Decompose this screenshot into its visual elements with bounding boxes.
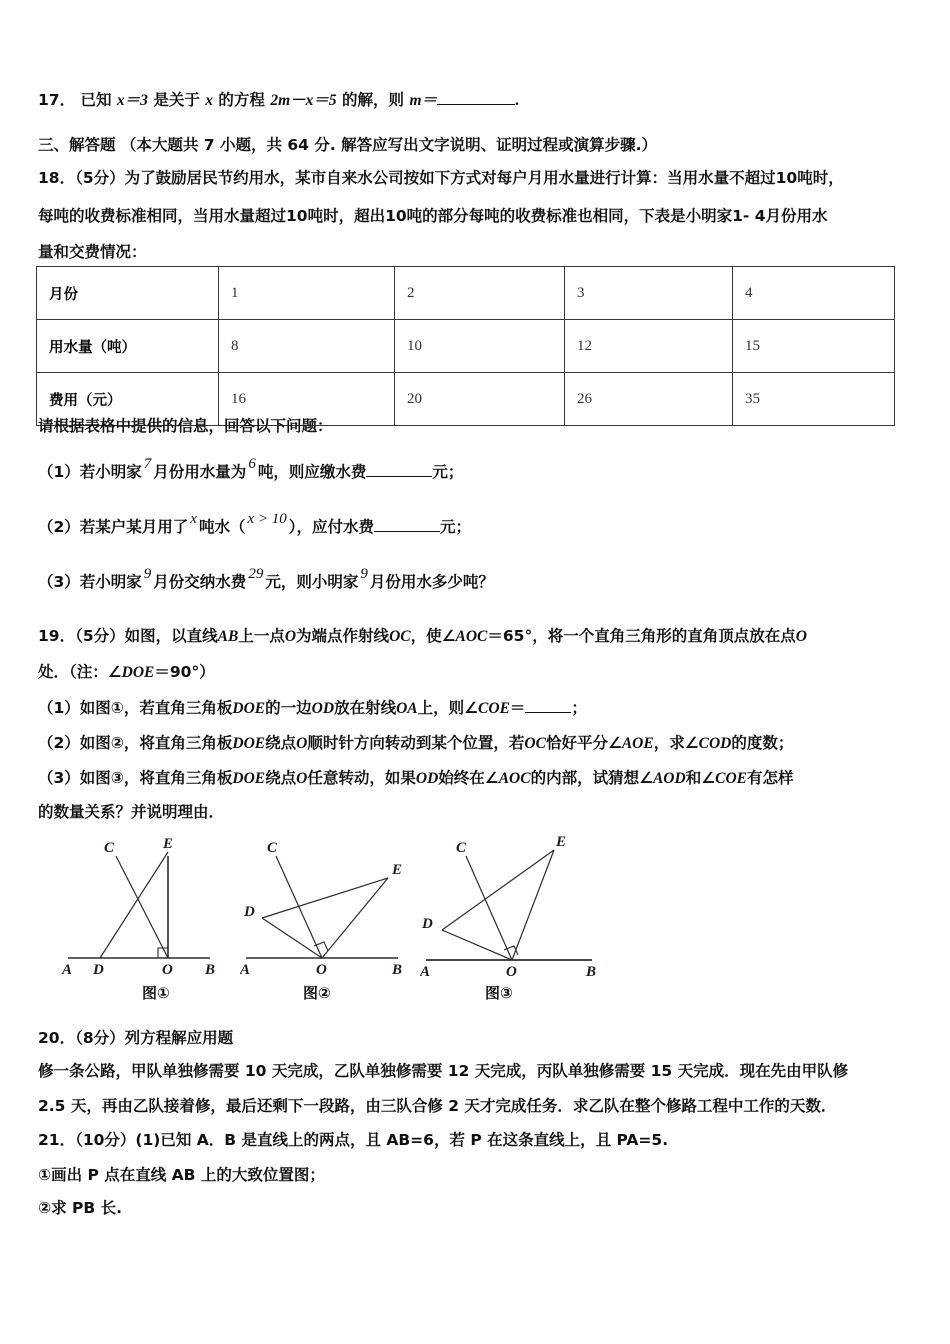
figure-1-label-D: D <box>93 962 104 978</box>
figure-1-ray-oc <box>116 856 168 958</box>
q18-sub3-mid2: 元，则小明家 <box>265 573 359 591</box>
table-cell: 20 <box>395 373 565 426</box>
figure-2-caption: 图② <box>303 984 331 1002</box>
q17-number: 17． <box>38 91 76 109</box>
table-cell: 35 <box>733 373 895 426</box>
q17-answer-blank[interactable] <box>437 91 515 105</box>
q17-text-c: 的方程 <box>218 91 265 109</box>
table-cell: 26 <box>565 373 733 426</box>
table-cell: 12 <box>565 320 733 373</box>
figure-3-label-E: E <box>556 834 567 850</box>
q19-s3-o: O <box>296 770 308 787</box>
figure-group <box>0 830 950 1015</box>
figure-2-label-E: E <box>392 862 403 878</box>
q18-sub3-sup3: 9 <box>360 566 368 582</box>
q19-label-o: O <box>284 628 297 645</box>
q19-s3e: 的内部，试猜想∠ <box>530 769 653 787</box>
q19-s2d: 恰好平分∠ <box>545 734 622 752</box>
figure-2-label-D: D <box>244 904 255 920</box>
q17-equation-a: x＝3 <box>116 92 148 109</box>
question-18-line1 <box>38 166 844 188</box>
q19-l1a: 如图，以直线 <box>124 627 218 645</box>
figure-3-label-A: A <box>420 964 431 980</box>
question-21-sub2: ②求 PB 长. <box>38 1199 122 1217</box>
q19-s2e: ，求∠ <box>653 734 699 752</box>
q19-s2-cod: COD <box>698 735 732 752</box>
question-18-sub2 <box>38 511 472 537</box>
q19-s3d: 始终在∠ <box>438 769 499 787</box>
question-19-sub2 <box>38 731 793 753</box>
q19-l1e: ＝65°，将一个直角三角形的直角顶点放在点 <box>487 627 796 645</box>
figure-2-label-A: A <box>240 962 251 978</box>
q19-s1e: ＝ <box>509 699 526 717</box>
figure-3 <box>420 830 620 980</box>
q21-points: （10分） <box>75 1131 136 1149</box>
q19-sub1-answer-blank[interactable] <box>525 699 571 713</box>
figure-1 <box>60 830 240 980</box>
table-cell: 15 <box>733 320 895 373</box>
question-19-sub3-line2: 的数量关系？并说明理由． <box>38 803 225 821</box>
q19-s3b: 绕点 <box>265 769 297 787</box>
q19-points: （5分） <box>75 627 125 645</box>
table-row <box>37 267 895 320</box>
question-18-sub1 <box>38 456 464 482</box>
q19-l1c: 为端点作射线 <box>296 627 390 645</box>
table-cell: 4 <box>733 267 895 320</box>
q19-s1-oa: OA <box>396 700 418 717</box>
question-19-line1 <box>38 624 807 646</box>
question-18-sub3 <box>38 566 494 592</box>
q19-s1-doe: DOE <box>232 700 266 717</box>
q19-s2b: 绕点 <box>265 734 297 752</box>
q18-line1-text: 为了鼓励居民节约用水，某市自来水公司按如下方式对每户月用水量进行计算：当用水量不超过10吨时， <box>124 169 844 187</box>
q17-text-d: 的解，则 <box>342 91 405 109</box>
q18-sub1-sup2: 6 <box>248 456 256 472</box>
figure-2 <box>240 830 430 980</box>
figure-2-ray-oe <box>322 878 388 958</box>
figure-1-caption: 图① <box>142 984 170 1002</box>
question-19-line2 <box>38 660 215 682</box>
figure-3-caption: 图③ <box>485 984 513 1002</box>
table-row-header: 月份 <box>37 267 219 320</box>
figure-3-label-C: C <box>456 840 467 856</box>
figure-1-label-C: C <box>104 840 115 856</box>
q18-sub1-label: （1）若小明家 <box>38 463 142 481</box>
q17-variable-x: x <box>205 92 213 109</box>
q19-label-oc: OC <box>389 628 411 645</box>
figure-2-label-B: B <box>392 962 403 978</box>
q19-s3-doe: DOE <box>232 770 266 787</box>
q18-sub1-tail: 元； <box>432 463 464 481</box>
q18-sub2-label: （2）若某户某月用了 <box>38 518 189 536</box>
figure-1-label-A: A <box>62 962 73 978</box>
question-21-line1 <box>38 1128 668 1150</box>
q18-sub3-sup2: 29 <box>248 566 264 582</box>
question-21-sub1: ①画出 P 点在直线 AB 上的大致位置图； <box>38 1166 325 1184</box>
q19-l1d: ，使∠ <box>410 627 456 645</box>
q19-s2-oc: OC <box>524 735 546 752</box>
q19-s3a: （3）如图③，将直角三角板 <box>38 769 233 787</box>
q19-l1b: 上一点 <box>238 627 285 645</box>
figure-2-label-C: C <box>267 840 278 856</box>
q20-number: 20． <box>38 1029 76 1047</box>
q17-text-b: 是关于 <box>153 91 200 109</box>
q18-sub2-sup1: x <box>190 511 197 527</box>
q19-s1c: 放在射线 <box>334 699 397 717</box>
q17-equation-b: 2m－x＝5 <box>270 92 337 109</box>
q18-points: （5分） <box>75 169 125 187</box>
q18-sub3-tail: 月份用水多少吨？ <box>369 573 494 591</box>
q19-label-aoc: AOC <box>455 628 488 645</box>
q19-s1d: 上，则∠ <box>417 699 479 717</box>
q18-sub2-mid1: 吨水（ <box>198 518 246 536</box>
q18-number: 18． <box>38 169 76 187</box>
q18-sub3-label: （3）若小明家 <box>38 573 142 591</box>
q19-s2a: （2）如图②，将直角三角板 <box>38 734 233 752</box>
q20-points: （8分） <box>75 1029 125 1047</box>
table-cell: 10 <box>395 320 565 373</box>
question-18-line2: 每吨的收费标准相同，当用水量超过10吨时，超出10吨的部分每吨的收费标准也相同，下表是小明家1- 4月份用水 <box>38 207 828 225</box>
q18-sub2-sup2: x > 10 <box>247 511 287 527</box>
q18-sub2-mid2: ），应付水费 <box>288 518 375 536</box>
q19-s2c: 顺时针方向转动到某个位置，若 <box>307 734 525 752</box>
table-cell: 8 <box>219 320 395 373</box>
figure-1-label-B: B <box>205 962 216 978</box>
figure-3-ray-od <box>442 930 512 960</box>
table-cell: 1 <box>219 267 395 320</box>
figure-2-label-O: O <box>316 962 327 978</box>
q17-text-a: 已知 <box>80 91 112 109</box>
q17-period: . <box>515 92 519 109</box>
q19-s3-coe: COE <box>715 770 747 787</box>
q18-sub1-mid1: 月份用水量为 <box>153 463 247 481</box>
figure-1-label-O: O <box>162 962 173 978</box>
q19-s3f: 和∠ <box>685 769 716 787</box>
table-cell: 3 <box>565 267 733 320</box>
question-20-line2: 2.5 天，再由乙队接着修，最后还剩下一段路，由三队合修 2 天才完成任务．求乙队在整个修路工程中工作的天数． <box>38 1097 837 1115</box>
question-17 <box>38 88 519 110</box>
figure-3-label-O: O <box>506 964 517 980</box>
q18-sub3-mid1: 月份交纳水费 <box>153 573 247 591</box>
q19-number: 19． <box>38 627 76 645</box>
water-usage-table <box>36 266 895 426</box>
q17-variable-m: m＝ <box>409 92 438 109</box>
q18-sub2-tail: 元； <box>440 518 472 536</box>
table-cell: 16 <box>219 373 395 426</box>
q18-sub1-answer-blank[interactable] <box>366 463 432 477</box>
question-19-sub3 <box>38 766 794 788</box>
q19-label-o2: O <box>795 628 807 645</box>
figure-3-label-D: D <box>422 916 433 932</box>
q19-s1-od: OD <box>311 700 335 717</box>
q19-s1-coe: COE <box>478 700 510 717</box>
q19-s2-aoe: AOE <box>621 735 654 752</box>
q19-l2b: ＝90°） <box>154 663 215 681</box>
table-row-header: 费用（元） <box>37 373 219 426</box>
q18-sub1-mid2: 吨，则应缴水费 <box>257 463 367 481</box>
q19-label-doe: DOE <box>121 664 155 681</box>
q19-s3g: 有怎样 <box>746 769 794 787</box>
q19-s3-aoc: AOC <box>498 770 531 787</box>
q19-label-ab: AB <box>217 628 239 645</box>
figure-1-label-E: E <box>163 836 174 852</box>
q21-line1-text: (1)已知 A．B 是直线上的两点，且 AB=6，若 P 在这条直线上，且 PA=5. <box>135 1131 669 1149</box>
q19-s2f: 的度数； <box>731 734 794 752</box>
question-20-line1: 修一条公路，甲队单独修需要 10 天完成，乙队单独修需要 12 天完成，丙队单独修需要 15 天完成．现在先由甲队修 <box>38 1062 849 1080</box>
question-20-heading <box>38 1026 233 1048</box>
q21-number: 21． <box>38 1131 76 1149</box>
table-row <box>37 320 895 373</box>
q20-title: 列方程解应用题 <box>124 1029 234 1047</box>
q18-sub2-answer-blank[interactable] <box>374 518 440 532</box>
q19-s3-aod: AOD <box>652 770 686 787</box>
q18-sub1-sup1: 7 <box>143 456 152 472</box>
question-18-line3: 量和交费情况： <box>38 243 147 261</box>
table-row-header: 用水量（吨） <box>37 320 219 373</box>
q19-s3-od: OD <box>415 770 439 787</box>
q19-s1b: 的一边 <box>265 699 312 717</box>
q19-s2-doe: DOE <box>232 735 266 752</box>
q19-s3c: 任意转动，如果 <box>307 769 416 787</box>
table-cell: 2 <box>395 267 565 320</box>
figure-3-segment-de <box>442 850 554 930</box>
question-19-sub1 <box>38 696 587 718</box>
figure-2-segment-de <box>262 878 388 918</box>
figure-2-right-angle-marker <box>314 942 328 951</box>
q19-s1a: （1）如图①，若直角三角板 <box>38 699 233 717</box>
question-18-prompt: 请根据表格中提供的信息，回答以下问题： <box>38 417 333 435</box>
figure-1-segment-de <box>100 852 168 958</box>
figure-3-label-B: B <box>586 964 597 980</box>
q19-l2a: 处．（注：∠ <box>38 663 122 681</box>
figure-3-ray-oe <box>512 850 554 960</box>
q18-sub3-sup1: 9 <box>143 566 152 582</box>
section-heading: 三、解答题 （本大题共 7 小题，共 64 分. 解答应写出文字说明、证明过程或演算步骤.） <box>38 136 658 154</box>
q19-s2-o: O <box>296 735 308 752</box>
q19-s1tail: ； <box>571 699 587 717</box>
